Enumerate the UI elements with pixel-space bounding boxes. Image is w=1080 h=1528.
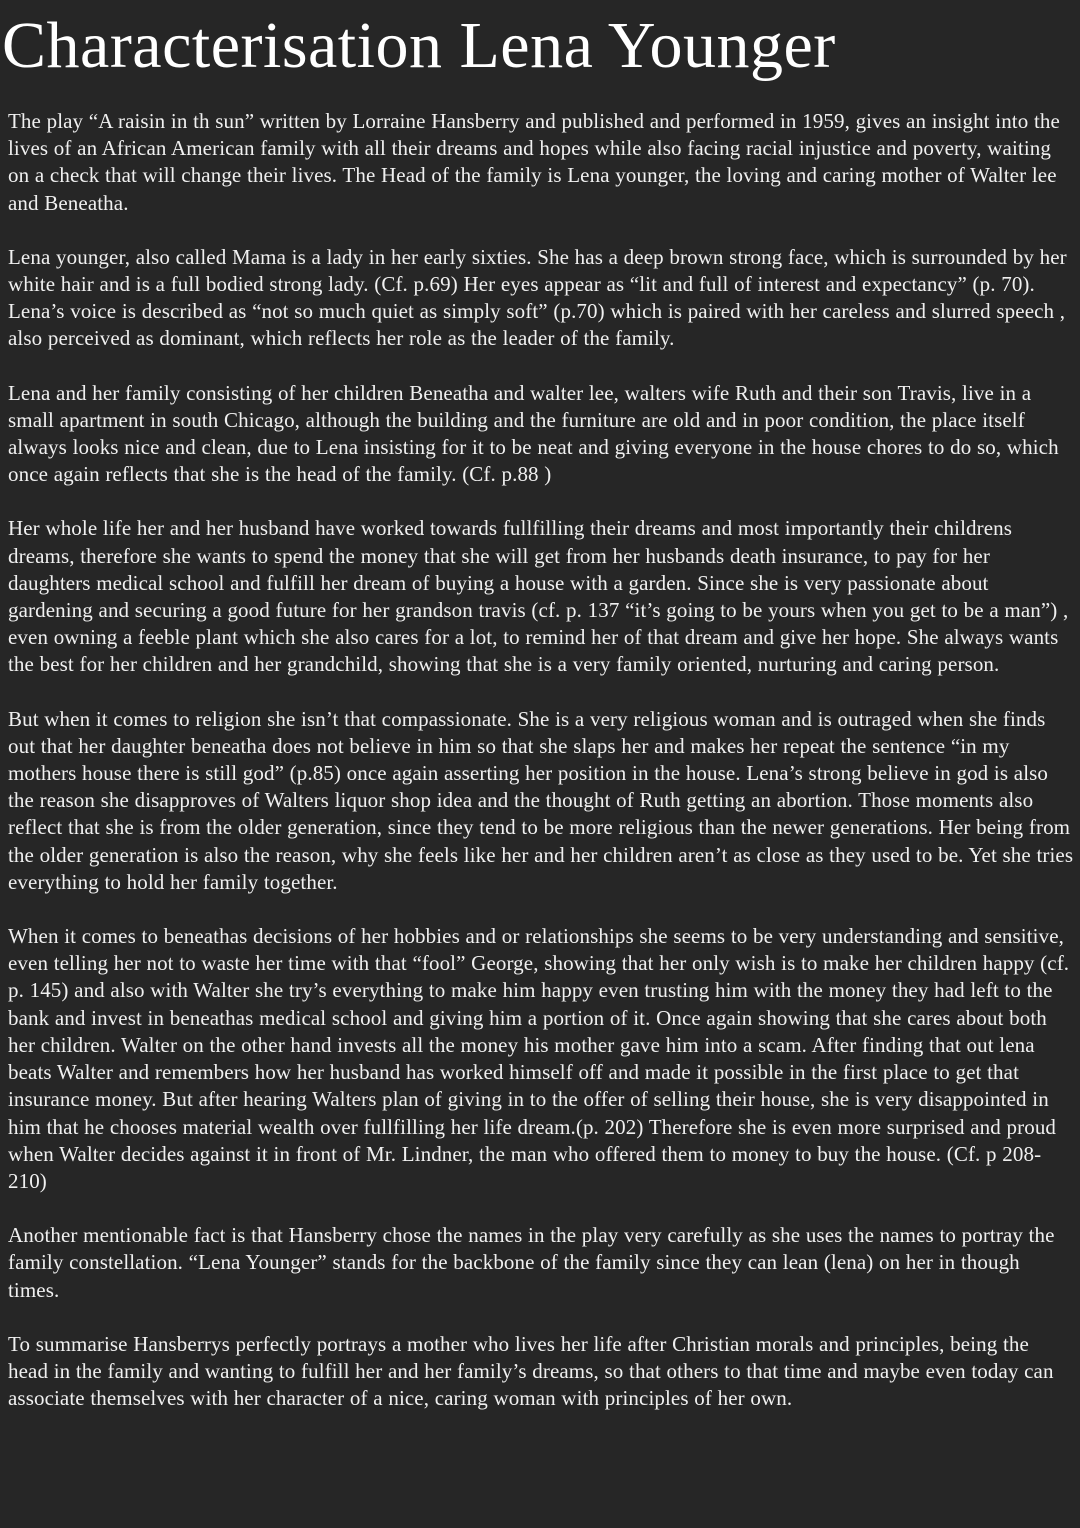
essay-body	[8, 108, 1074, 1439]
paragraph-dreams: Her whole life her and her husband have worked towards fullfilling their dreams and most importantly their childrens dreams, therefore she wants to spend the money that she will get from her husbands death insurance, to pay for her daughters medical school and fulfill her dream of buying a house with a garden. Since she is very passionate about gardening and securing a good future for her grandson travis (cf. p. 137 “it’s going to be yours when you get to be a man”) , even owning a feeble plant which she also cares for a lot, to remind her of that dream and give her hope. She always wants the best for her children and her grandchild, showing that she is a very family oriented, nurturing and caring person.	[8, 516, 1069, 677]
paragraph-introduction: The play “A raisin in th sun” written by Lorraine Hansberry and published and performed in 1959, gives an insight into the lives of an African American family with all their dreams and hopes while also facing racial injustice and poverty, waiting on a check that will change their lives. The Head of the family is Lena younger, the loving and caring mother of Walter lee and Beneatha.	[8, 109, 1060, 215]
paragraph-religion: But when it comes to religion she isn’t that compassionate. She is a very religious woman and is outraged when she finds out that her daughter beneatha does not believe in him so that she slaps her and makes her repeat the sentence “in my mothers house there is still god” (p.85) once again asserting her position in the house. Lena’s strong believe in god is also the reason she disapproves of Walters liquor shop idea and the thought of Ruth getting an abortion. Those moments also reflect that she is from the older generation, since they tend to be more religious than the newer generations. Her being from the older generation is also the reason, why she feels like her and her children aren’t as close as they used to be. Yet she tries everything to hold her family together.	[8, 706, 1074, 894]
paragraph-living-situation: Lena and her family consisting of her children Beneatha and walter lee, walters wife Ruth and their son Travis, live in a small apartment in south Chicago, although the building and the furniture are old and in poor condition, the place itself always looks nice and clean, due to Lena insisting for it to be neat and giving everyone in the house chores to do so, which once again reflects that she is the head of the family. (Cf. p.88 )	[8, 380, 1059, 487]
page-title: Characterisation Lena Younger	[2, 9, 836, 82]
paragraph-summary: To summarise Hansberrys perfectly portrays a mother who lives her life after Christian morals and principles, being the head in the family and wanting to fulfill her and her family’s dreams, so that others to that time and maybe even today can associate themselves with her character of a nice, caring woman with principles of her own.	[8, 1331, 1054, 1411]
paragraph-appearance: Lena younger, also called Mama is a lady in her early sixties. She has a deep brown strong face, which is surrounded by her white hair and is a full bodied strong lady. (Cf. p.69) Her eyes appear as “lit and full of interest and expectancy” (p. 70). Lena’s voice is described as “not so much quiet as simply soft” (p.70) which is paired with her careless and slurred speech , also perceived as dominant, which reflects her role as the leader of the family.	[8, 244, 1067, 351]
paragraph-children: When it comes to beneathas decisions of her hobbies and or relationships she seems to be very understanding and sensitive, even telling her not to waste her time with that “fool” George, showing that her only wish is to make her children happy (cf. p. 145) and also with Walter she try’s everything to make him happy even trusting him with the money they had left to the bank and invest in beneathas medical school and giving him a portion of it. Once again showing that she cares about both her children. Walter on the other hand invests all the money his mother gave him into a scam. After finding that out lena beats Walter and remembers how her husband has worked himself off and made it possible in the first place to get that insurance money. But after hearing Walters plan of giving in to the offer of selling their house, she is very disappointed in him that he chooses material wealth over fullfilling her life dream.(p. 202) Therefore she is even more surprised and proud when Walter decides against it in front of Mr. Lindner, the man who offered them to money to buy the house. (Cf. p 208-210)	[8, 924, 1070, 1193]
paragraph-names: Another mentionable fact is that Hansberry chose the names in the play very carefully as she uses the names to portray the family constellation. “Lena Younger” stands for the backbone of the family since they can lean (lena) on her in though times.	[8, 1223, 1055, 1302]
